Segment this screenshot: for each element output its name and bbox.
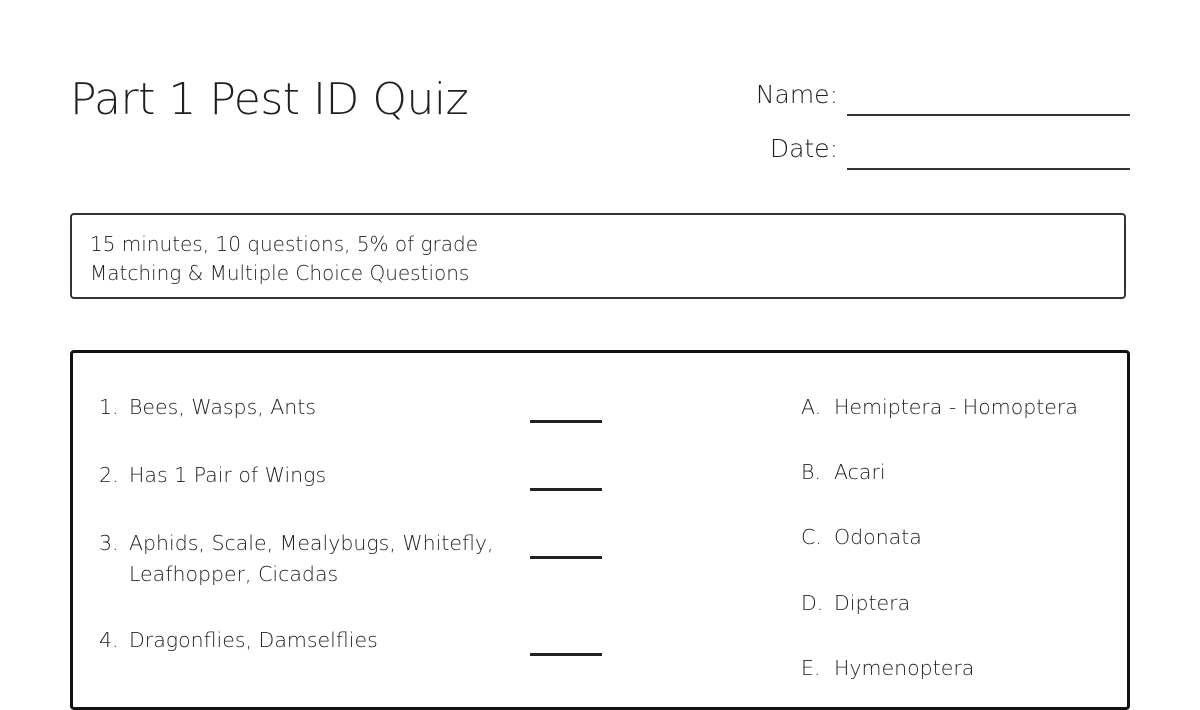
answer-text: Diptera [834,591,911,615]
name-label: Name: [755,80,838,109]
page-title: Part 1 Pest ID Quiz [70,74,469,125]
answer-blank[interactable] [530,653,602,656]
question-item [99,392,316,423]
answer-text: Acari [834,460,886,484]
question-text-continued: Leafhopper, Cicadas [129,562,339,586]
answer-letter: A. [801,395,822,419]
answer-blank[interactable] [530,556,602,559]
answer-text: Hymenoptera [834,656,975,680]
answer-option [801,588,910,619]
question-item [99,528,494,590]
question-number: 1. [99,395,119,419]
answer-option [801,653,974,684]
answer-letter: B. [801,460,821,484]
name-input-line[interactable] [847,114,1130,116]
question-text: Bees, Wasps, Ants [129,395,317,419]
date-label: Date: [769,134,838,163]
answer-blank[interactable] [530,420,602,423]
date-input-line[interactable] [847,168,1130,170]
name-field[interactable] [700,80,1130,120]
question-item [99,460,326,491]
quiz-info-box [70,213,1126,299]
answer-option [801,392,1078,423]
quiz-info-line: 15 minutes, 10 questions, 5% of grade [90,232,479,256]
answer-blank[interactable] [530,488,602,491]
question-number: 2. [99,463,119,487]
question-text: Aphids, Scale, Mealybugs, Whitefly, [129,531,494,555]
answer-text: Hemiptera - Homoptera [834,395,1078,419]
answer-letter: C. [801,525,822,549]
question-number: 3. [99,531,119,555]
answer-letter: D. [801,591,824,615]
question-item [99,625,378,656]
matching-section [70,350,1130,710]
question-text: Dragonflies, Damselflies [129,628,378,652]
answer-text: Odonata [834,525,922,549]
quiz-info-line: Matching & Multiple Choice Questions [90,261,470,285]
date-field[interactable] [700,134,1130,174]
answer-option [801,522,922,553]
question-number: 4. [99,628,119,652]
question-text: Has 1 Pair of Wings [129,463,327,487]
answer-option [801,457,886,488]
answer-letter: E. [801,656,821,680]
